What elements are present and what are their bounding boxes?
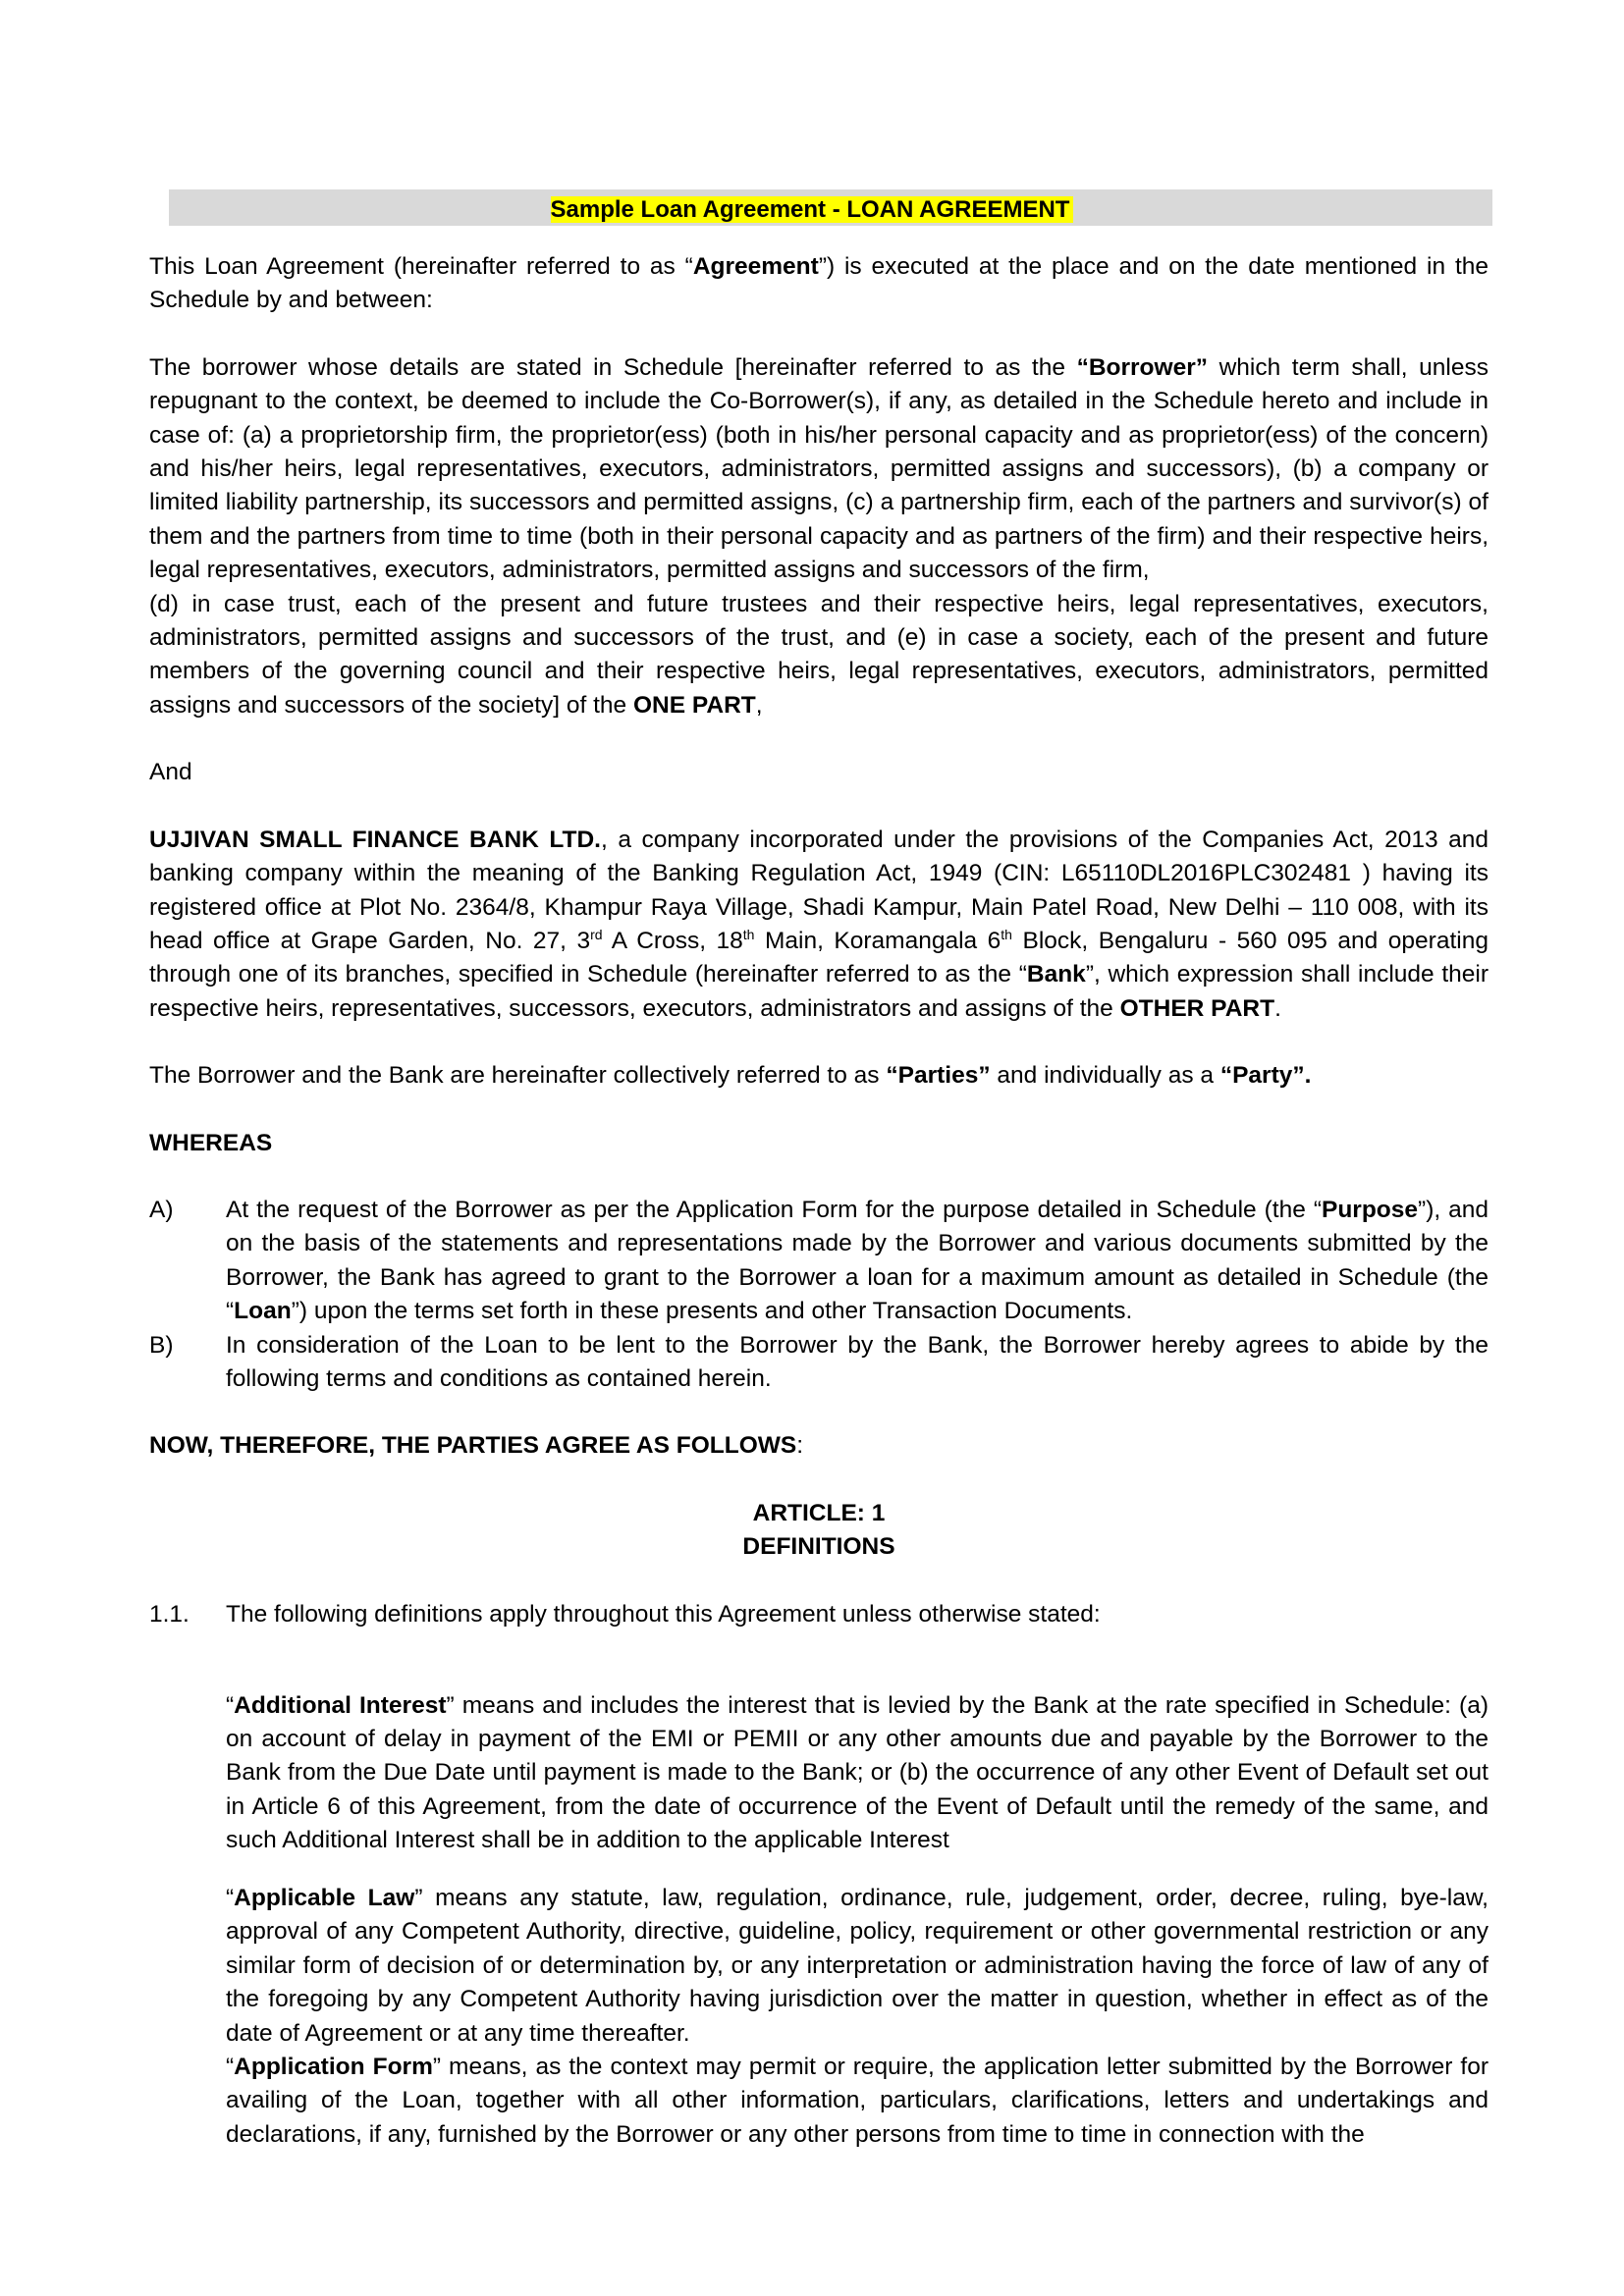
article-name: DEFINITIONS — [742, 1533, 895, 1561]
document-title — [0, 195, 1624, 225]
and-line: And — [149, 759, 192, 786]
article-number: ARTICLE: 1 — [752, 1499, 886, 1526]
bank-paragraph: UJJIVAN SMALL FINANCE BANK LTD., a company incorporated under the provisions of the Companies Act, 2013 and banking company within the meaning of the Banking Regulation Act, 1949 (CIN: L65110DL2016PLC302481 ) having its registered office at Plot No. 2364/8, Khampur Raya Village, Shadi Kampur, Main Patel Road, New Delhi – 110 008, with its head office at Grape Garden, No. 27, 3rd A Cross, 18th Main, Koramangala 6th Block, Bengaluru - 560 095 and operating through one of its branches, specified in Schedule (hereinafter referred to as the “Bank”, which expression shall include their respective heirs, representatives, successors, executors, administrators and assigns of the OTHER PART. — [149, 826, 1489, 1022]
recital-a: A) At the request of the Borrower as per the Application Form for the purpose detailed in Schedule (the “Purpose”), and on the basis of the statements and representations made by the Borrower and various documents submitted by the Borrower, the Bank has agreed to grant to the Borrower a loan for a maximum amount as detailed in Schedule (the “Loan”) upon the terms set forth in these presents and other Transaction Documents. — [149, 1196, 1489, 1325]
whereas-heading: WHEREAS — [149, 1129, 273, 1156]
document-body — [149, 250, 1489, 2152]
parties-paragraph: The Borrower and the Bank are hereinafter collectively referred to as “Parties” and individually as a “Party”. — [149, 1062, 1312, 1090]
now-therefore-line: NOW, THEREFORE, THE PARTIES AGREE AS FOLLOWS: — [149, 1432, 804, 1460]
definition-application-form: “Application Form” means, as the context may permit or require, the application letter submitted by the Borrower for availing of the Loan, together with all other information, particulars, clarifications, letters and undertakings and declarations, if any, furnished by the Borrower or any other persons from time to time in connection with the — [226, 2054, 1489, 2148]
definition-additional-interest: “Additional Interest” means and includes the interest that is levied by the Bank at the rate specified in Schedule: (a) on account of delay in payment of the EMI or PEMII or any other amounts due and payable by the Borrower to the Bank from the Due Date until payment is made to the Bank; or (b) the occurrence of any other Event of Default set out in Article 6 of this Agreement, from the date of occurrence of the Event of Default until the remedy of the same, and such Additional Interest shall be in addition to the applicable Interest — [226, 1691, 1489, 1854]
title-highlight: Sample Loan Agreement - LOAN AGREEMENT — [551, 196, 1074, 223]
intro-paragraph: This Loan Agreement (hereinafter referred to as “Agreement”) is executed at the place and on the date mentioned in the Schedule by and between: — [149, 253, 1489, 314]
recital-b: B) In consideration of the Loan to be lent to the Borrower by the Bank, the Borrower hereby agrees to abide by the following terms and conditions as contained herein. — [149, 1331, 1489, 1392]
borrower-paragraph-cont: (d) in case trust, each of the present and future trustees and their respective heirs, legal representatives, executors, administrators, permitted assigns and successors of the trust, and (e) in case a society, each of the present and future members of the governing council and their respective heirs, legal representatives, executors, administrators, permitted assigns and successors of the society] of the ONE PART, — [149, 590, 1489, 719]
borrower-paragraph: The borrower whose details are stated in Schedule [hereinafter referred to as the “Borrower” which term shall, unless repugnant to the context, be deemed to include the Co-Borrower(s), if any, as detailed in the Schedule hereto and include in case of: (a) a proprietorship firm, the proprietor(ess) (both in his/her personal capacity and as proprietor(ess) of the concern) and his/her heirs, legal representatives, executors, administrators, permitted assigns and successors), (b) a company or limited liability partnership, its successors and permitted assigns, (c) a partnership firm, each of the partners and survivor(s) of them and the partners from time to time (both in their personal capacity and as partners of the firm) and their respective heirs, legal representatives, executors, administrators, permitted assigns and successors of the firm, — [149, 353, 1489, 584]
definition-applicable-law: “Applicable Law” means any statute, law, regulation, ordinance, rule, judgement, order, decree, ruling, bye-law, approval of any Competent Authority, directive, guideline, policy, requirement or other governmental restriction or any similar form of decision of or determination by, or any interpretation or administration having the force of law of any of the foregoing by any Competent Authority having jurisdiction over the matter in question, whether in effect as of the date of Agreement or at any time thereafter. — [226, 1885, 1489, 2047]
clause-1-1: 1.1. The following definitions apply throughout this Agreement unless otherwise stated: — [149, 1600, 1101, 1628]
